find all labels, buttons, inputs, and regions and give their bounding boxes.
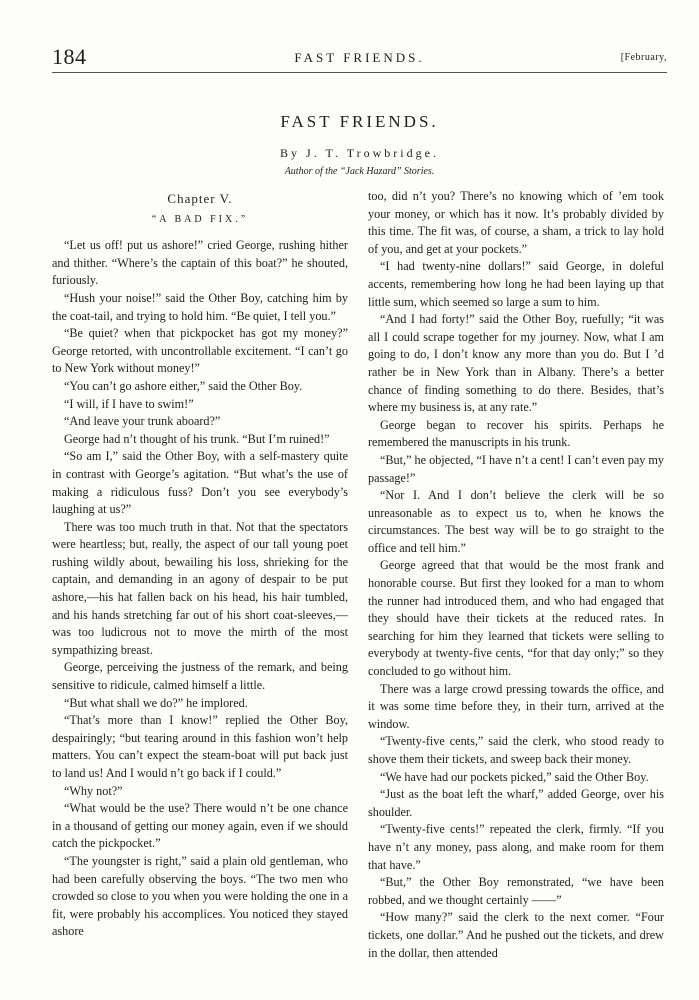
paragraph: George began to recover his spirits. Perhaps he remembered the manuscripts in his trunk. [368,417,664,450]
paragraph: “But,” the Other Boy remonstrated, “we have been robbed, and we thought certainly ——” [368,875,664,907]
paragraph: “Just as the boat left the wharf,” added George, over his shoulder. [368,787,664,819]
paragraph: “Hush your noise!” said the Other Boy, catching him by the coat-tail, and trying to hold him. “Be quiet, I tell you.” [52,290,348,323]
paragraph: “That’s more than I know!” replied the Other Boy, despairingly; “but tearing around in this fashion won’t help matters. You can’t expect the steam-boat will put back just to land us! And I would n’t go back if I could.” [52,713,348,780]
chapter-number: Chapter V. [167,191,233,206]
paragraph: George agreed that that would be the most frank and honorable course. But first they looked for a man to whom the runner had introduced them, and who had engaged that they should have their tickets at the reduced rates. In searching for him they learned that tickets were selling to everybody at twenty-five cents, “for that day only;” so they concluded to go without him. [368,558,664,679]
paragraph: “So am I,” said the Other Boy, with a self-mastery quite in contrast with George’s agitation. “But what’s the use of making a ridiculous fuss? Don’t you see everybody’s laughing at us?” [52,449,348,517]
paragraph: “And I had forty!” said the Other Boy, ruefully; “it was all I could scrape together for my journey. Now, what I am going to do, I don’t know any more than you do. But I ’d rather be in New York than in Albany. There’s a better chance of finding something to do there. Besides, that’s where my business is, at any rate.” [368,312,664,415]
paragraph: “We have had our pockets picked,” said the Other Boy. [380,769,649,784]
left-column [52,190,348,941]
paragraph: “Be quiet? when that pickpocket has got my money?” George retorted, with uncontrollable excitement. “I can’t go to New York without money!” [52,326,348,376]
paragraph: “But,” he objected, “I have n’t a cent! I can’t even pay my passage!” [368,452,664,485]
header-rule [52,72,667,73]
paragraph: too, did n’t you? There’s no knowing which of ’em took your money, or which has it now. It’s probably divided by this time. The fit was, of course, a sham, a trick to lay hold of you, and get at your pockets.” [368,189,664,256]
paragraph: “And leave your trunk aboard?” [64,414,221,429]
issue-month: [February, [620,52,667,63]
paragraph: There was too much truth in that. Not that the spectators were heartless; but, really, the aspect of our tall young poet rushing wildly about, bewailing his loss, shrieking for the captain, and demanding in an agony of despair to be put ashore,—his hat fallen back on his head, his hair tumbled, and his hands stretching far out of his short coat-sleeves,—was too ludicrous not to move the mirth of the most sympathizing breast. [52,519,348,657]
running-header [52,44,667,68]
paragraph: “How many?” said the clerk to the next comer. “Four tickets, one dollar.” And he pushed out the tickets, and drew in the dollar, then attended [368,910,664,960]
page-number: 184 [52,44,87,69]
paragraph: “I had twenty-nine dollars!” said George, in doleful accents, remembering how long he had been laying up that little sum, which seemed so large a sum to him. [368,259,664,309]
author-note: Author of the “Jack Hazard” Stories. [284,166,435,177]
byline: By J. T. Trowbridge. [280,146,439,160]
running-title: FAST FRIENDS. [294,50,425,65]
right-column [368,188,664,962]
chapter-title: “A BAD FIX.” [151,213,249,225]
paragraph: “Let us off! put us ashore!” cried George, rushing hither and thither. “Where’s the captain of this boat?” he shouted, furiously. [52,238,348,288]
paragraph: “I will, if I have to swim!” [64,396,194,411]
paragraph: “You can’t go ashore either,” said the Other Boy. [64,378,303,393]
paragraph: “What would be the use? There would n’t be one chance in a thousand of getting our money again, even if we should catch the pickpocket.” [52,801,348,851]
paragraph: George had n’t thought of his trunk. “But I’m ruined!” [64,431,330,446]
article-title: FAST FRIENDS. [280,112,439,131]
paragraph: “Why not?” [64,783,123,798]
paragraph: George, perceiving the justness of the remark, and being sensitive to ridicule, calmed himself a little. [52,660,348,693]
paragraph: “The youngster is right,” said a plain old gentleman, who had been carefully observing the boys. “The two men who crowded so close to you when you were holding the one in a fit, were probably his accomplices. You noticed they stayed ashore [52,853,348,939]
paragraph: “Twenty-five cents,” said the clerk, who stood ready to shove them their tickets, and sweep back their money. [368,734,664,766]
paragraph: There was a large crowd pressing towards the office, and it was some time before they, in their turn, arrived at the window. [368,681,664,731]
paragraph: “Nor I. And I don’t believe the clerk will be so unreasonable as to expect us to, when he knows the circumstances. The best way will be to go straight to the office and tell him.” [368,488,664,555]
paragraph: “Twenty-five cents!” repeated the clerk, firmly. “If you have n’t any money, pass along, and make room for them that have.” [368,822,664,872]
paragraph: “But what shall we do?” he implored. [64,695,248,710]
